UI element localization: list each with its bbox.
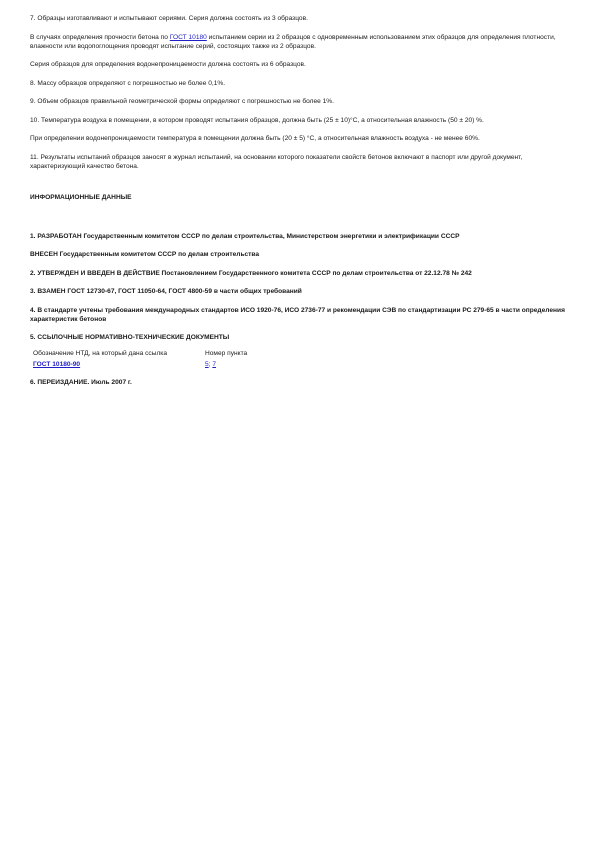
- document-page: [30, 14, 570, 397]
- gost-10180-link[interactable]: ГОСТ 10180: [169, 33, 207, 41]
- info-2-approved: 2. УТВЕРЖДЕН И ВВЕДЕН В ДЕЙСТВИЕ Постановлением Государственного комитета СССР по делам строительства от 22.12.78 № 242: [30, 269, 472, 277]
- info-1-introduced: ВНЕСЕН Государственным комитетом СССР по делам строительства: [30, 251, 260, 258]
- info-6-reissue: 6. ПЕРЕИЗДАНИЕ. Июль 2007 г.: [30, 379, 132, 386]
- table-header-row: [33, 348, 570, 359]
- references-table: [33, 348, 570, 370]
- para-7-two-specimens: [30, 33, 570, 51]
- clause-5-link[interactable]: 5: [205, 361, 209, 368]
- para-7b-lead: В случаях определения прочности бетона по: [30, 33, 170, 41]
- table-cell-clause: [205, 359, 325, 370]
- table-row: [33, 359, 570, 370]
- para-7: 7. Образцы изготавливают и испытывают сериями. Серия должна состоять из 3 образцов.: [30, 15, 308, 22]
- para-7-waterproof: Серия образцов для определения водонепроницаемости должна состоять из 6 образцов.: [30, 61, 306, 68]
- info-5-references-heading: 5. ССЫЛОЧНЫЕ НОРМАТИВНО-ТЕХНИЧЕСКИЕ ДОКУМЕНТЫ: [30, 334, 230, 341]
- para-7b-rest: испытанием серии из 2 образцов с одновременным использованием этих образцов для определения плотности, влажности или водопоглощения проводят испытание серий, состоящих также из 2 образцов.: [30, 33, 556, 50]
- info-3-replaces: 3. ВЗАМЕН ГОСТ 12730-67, ГОСТ 11050-64, ГОСТ 4800-59 в части общих требований: [30, 288, 302, 295]
- para-11: 11. Результаты испытаний образцов заносят в журнал испытаний, на основании которого показатели свойств бетонов включают в паспорт или другой документ, характеризующий качество бетона.: [30, 153, 523, 170]
- para-9: 9. Объем образцов правильной геометрической формы определяют с погрешностью не более 1%.: [30, 98, 334, 105]
- info-4-standards: 4. В стандарте учтены требования международных стандартов ИСО 1920-76, ИСО 2736-77 и рекомендации СЭВ по стандартизации РС 279-65 в части определения характеристик бетонов: [30, 306, 565, 323]
- clause-7-link[interactable]: 7: [212, 361, 217, 368]
- para-10: 10. Температура воздуха в помещении, в котором проводят испытания образцов, должна быть (25 ± 10)°С, а относительная влажность (50 ± 20) %.: [30, 116, 484, 124]
- info-1-developed: 1. РАЗРАБОТАН Государственным комитетом СССР по делам строительства, Министерством энергетики и электрификации СССР: [30, 232, 460, 240]
- info-heading: ИНФОРМАЦИОННЫЕ ДАННЫЕ: [30, 193, 132, 201]
- table-cell-document: [33, 359, 205, 370]
- para-10-waterproof: При определении водонепроницаемости температура в помещении должна быть (20 ± 5) °С, а относительная влажность воздуха - не менее 60%.: [30, 135, 480, 142]
- table-header-document: Обозначение НТД, на который дана ссылка: [33, 350, 167, 357]
- table-header-clause: Номер пункта: [205, 350, 248, 357]
- para-8: 8. Массу образцов определяют с погрешностью не более 0,1%.: [30, 79, 226, 87]
- clause-separator: ;: [208, 361, 213, 368]
- gost-10180-90-link[interactable]: ГОСТ 10180-90: [33, 361, 81, 368]
